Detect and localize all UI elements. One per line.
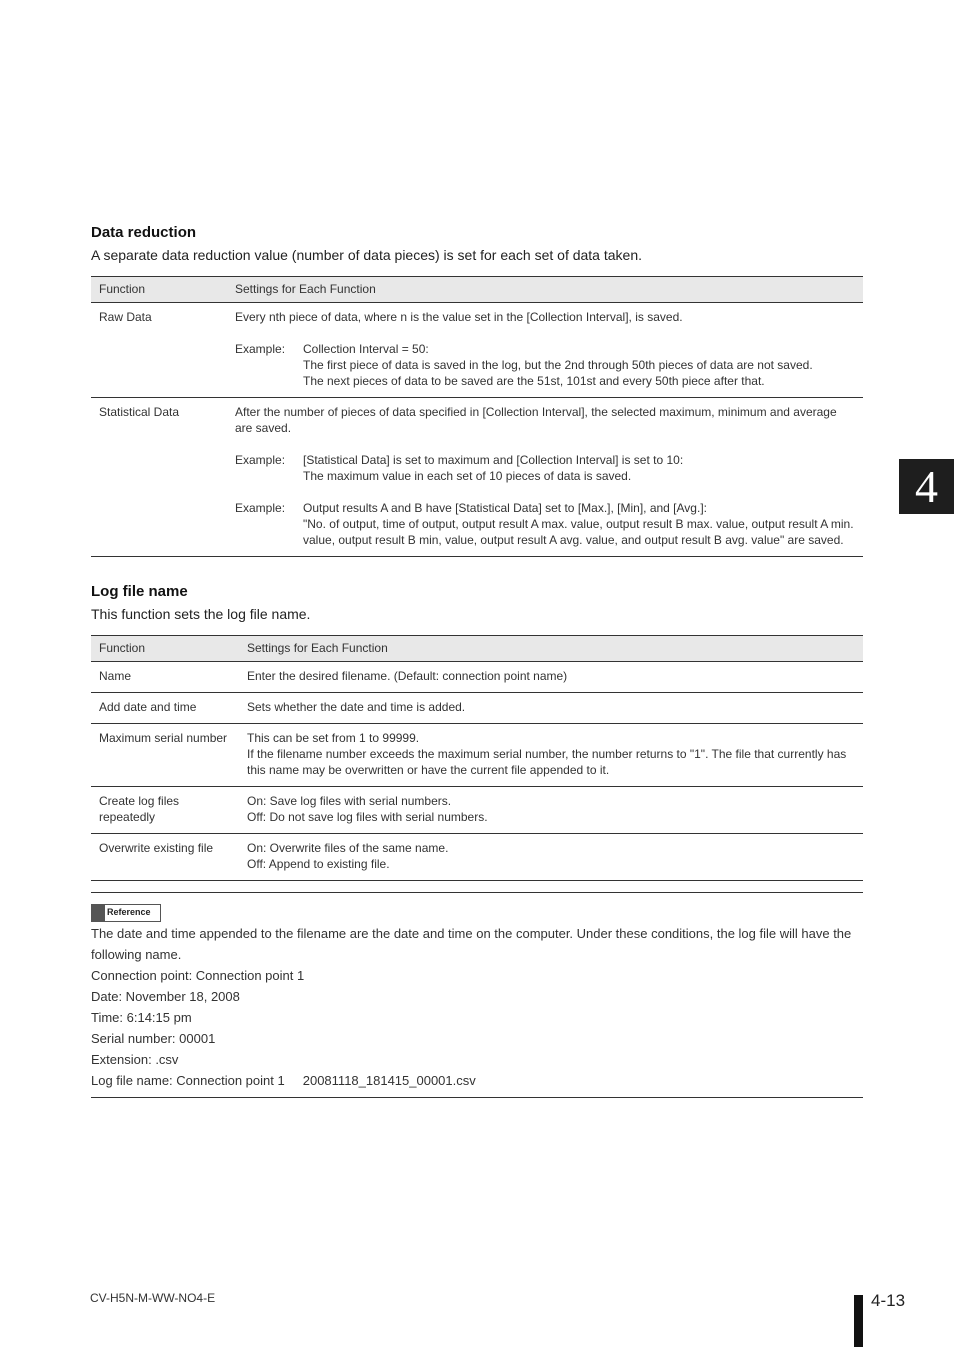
- stat-example-2: [235, 500, 855, 548]
- row-function-name: Create log files repeatedly: [91, 787, 239, 834]
- reference-label: Reference: [107, 907, 151, 917]
- raw-example: [235, 341, 855, 389]
- table-row: [91, 398, 863, 557]
- reference-line: Time: 6:14:15 pm: [91, 1010, 192, 1025]
- section-intro-data-reduction: A separate data reduction value (number of data pieces) is set for each set of data taken.: [91, 247, 642, 263]
- example-line: Output results A and B have [Statistical Data] set to [Max.], [Min], and [Avg.]:: [303, 501, 707, 515]
- row-function-name: Overwrite existing file: [91, 834, 239, 881]
- example-line: [Statistical Data] is set to maximum and [Collection Interval] is set to 10:: [303, 453, 684, 467]
- header-function: Function: [91, 636, 239, 662]
- row-settings: [239, 662, 863, 693]
- row-function-name: Add date and time: [91, 693, 239, 724]
- reference-text: [91, 923, 863, 1091]
- table-header-row: [91, 636, 863, 662]
- row-settings: [239, 724, 863, 787]
- log-file-table: [91, 635, 863, 881]
- section-intro-log-file-name: This function sets the log file name.: [91, 606, 311, 622]
- reference-line: Serial number: 00001: [91, 1031, 216, 1046]
- example-line: "No. of output, time of output, output result A max. value, output result B max. value, output result A min. value, output result B min, value, output result A avg. value, and output result B avg. value" are saved.: [303, 517, 854, 547]
- table-row: [91, 662, 863, 693]
- table-row: [91, 834, 863, 881]
- row-settings: [239, 834, 863, 881]
- reference-line: Date: November 18, 2008: [91, 989, 240, 1004]
- reference-icon: [91, 904, 161, 922]
- row-function-name: Name: [91, 662, 239, 693]
- table-header-row: [91, 277, 863, 303]
- data-reduction-table: [91, 276, 863, 557]
- row-function-name: Raw Data: [91, 303, 227, 398]
- setting-line: On: Save log files with serial numbers.: [247, 794, 452, 808]
- header-settings: Settings for Each Function: [239, 636, 863, 662]
- page-number: 4-13: [871, 1291, 906, 1310]
- reference-line: Connection point: Connection point 1: [91, 968, 305, 983]
- setting-line: If the filename number exceeds the maximum serial number, the number returns to "1". The file that currently has this name may be overwritten or have the current file appended to it.: [247, 747, 847, 777]
- document-code: CV-H5N-M-WW-NO4-E: [90, 1291, 216, 1305]
- section-title-data-reduction: Data reduction: [91, 224, 197, 241]
- reference-box: [91, 892, 863, 1098]
- example-label: Example:: [235, 501, 286, 515]
- row-function-name: Maximum serial number: [91, 724, 239, 787]
- row-function-name: Statistical Data: [91, 398, 227, 557]
- table-row: [91, 787, 863, 834]
- raw-description: Every nth piece of data, where n is the value set in the [Collection Interval], is saved.: [235, 310, 683, 324]
- example-line: The maximum value in each set of 10 pieces of data is saved.: [303, 469, 632, 483]
- example-line: The first piece of data is saved in the log, but the 2nd through 50th pieces of data are not saved.: [303, 358, 813, 372]
- stat-description: After the number of pieces of data specified in [Collection Interval], the selected maximum, minimum and average are saved.: [235, 405, 837, 435]
- example-line: The next pieces of data to be saved are the 51st, 101st and every 50th piece after that.: [303, 374, 765, 388]
- stat-example-1: [235, 452, 855, 484]
- row-settings: [227, 398, 863, 557]
- reference-line: Extension: .csv: [91, 1052, 179, 1067]
- row-settings: [239, 693, 863, 724]
- row-settings: [227, 303, 863, 398]
- setting-line: Off: Do not save log files with serial numbers.: [247, 810, 488, 824]
- setting-line: This can be set from 1 to 99999.: [247, 731, 420, 745]
- setting-line: Off: Append to existing file.: [247, 857, 390, 871]
- example-line: Collection Interval = 50:: [303, 342, 429, 356]
- reference-line: Log file name: Connection point 1 20081118_181415_00001.csv: [91, 1073, 476, 1088]
- setting-line: On: Overwrite files of the same name.: [247, 841, 449, 855]
- section-title-log-file-name: Log file name: [91, 583, 188, 600]
- row-settings: [239, 787, 863, 834]
- table-row: [91, 303, 863, 398]
- header-settings: Settings for Each Function: [227, 277, 863, 303]
- setting-line: Enter the desired filename. (Default: connection point name): [247, 669, 568, 683]
- setting-line: Sets whether the date and time is added.: [247, 700, 466, 714]
- example-label: Example:: [235, 342, 286, 356]
- table-row: [91, 724, 863, 787]
- page-marker-bar: [854, 1295, 863, 1347]
- chapter-tab: 4: [899, 459, 954, 514]
- table-row: [91, 693, 863, 724]
- reference-paragraph: The date and time appended to the filename are the date and time on the computer. Under these conditions, the log file will have the following name.: [91, 926, 852, 962]
- header-function: Function: [91, 277, 227, 303]
- example-label: Example:: [235, 453, 286, 467]
